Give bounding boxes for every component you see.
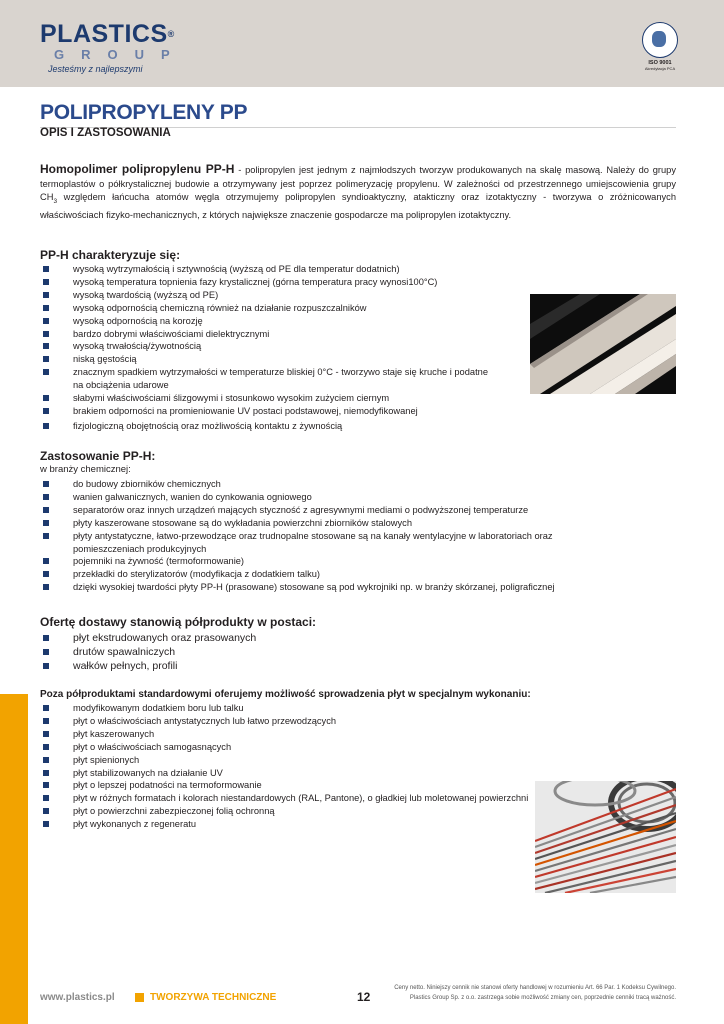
list-item: separatorów oraz innych urządzeń mających styczność z agresywnymi mediami o podwyższonej temperaturze bbox=[40, 504, 620, 517]
intro-text-part1: - polipropylen jest jednym z najmłodszych tworzyw produkowanych na skalę masową. Należy do grupy termoplastów o półkrystalicznej budowie a otrzymywany jest poprzez polimeryzację propylenu. W zależności od przestrzennego umiejscowienia grupy CH bbox=[40, 165, 676, 203]
bullet-icon bbox=[43, 507, 49, 513]
welding-rods-photo bbox=[535, 781, 676, 893]
list-item: znacznym spadkiem wytrzymałości w temperaturze bliskiej 0°C - tworzywo staje się kruche i podatne na obciążenia udarowe bbox=[40, 366, 500, 392]
bullet-icon bbox=[43, 331, 49, 337]
offer-heading: Ofertę dostawy stanowią półprodukty w postaci: bbox=[40, 615, 317, 629]
list-item: wysoką twardością (wyższą od PE) bbox=[40, 289, 500, 302]
page-title: POLIPROPYLENY PP bbox=[40, 101, 248, 124]
page-number: 12 bbox=[357, 990, 371, 1004]
applications-heading: Zastosowanie PP-H: bbox=[40, 449, 156, 463]
bullet-icon bbox=[43, 395, 49, 401]
special-heading: Poza półproduktami standardowymi oferujemy możliwość sprowadzenia płyt w specjalnym wykonaniu: bbox=[40, 689, 531, 700]
applications-list bbox=[40, 478, 620, 594]
sidebar-accent-bar bbox=[0, 694, 28, 1024]
list-item: brakiem odporności na promieniowanie UV postaci podstawowej, niemodyfikowanej bbox=[40, 405, 500, 418]
bullet-icon bbox=[43, 795, 49, 801]
logo-slogan: Jesteśmy z najlepszymi bbox=[48, 64, 143, 74]
bullet-icon bbox=[43, 571, 49, 577]
bullet-icon bbox=[43, 292, 49, 298]
list-item: płyt w różnych formatach i kolorach niestandardowych (RAL, Pantone), o gładkiej lub moletowanej powierzchni bbox=[40, 792, 530, 805]
intro-paragraph bbox=[40, 163, 676, 222]
bullet-icon bbox=[43, 782, 49, 788]
list-item: wysoką temperatura topnienia fazy krystalicznej (górna temperatura pracy wynosi100°C) bbox=[40, 276, 500, 289]
list-item: drutów spawalniczych bbox=[40, 645, 440, 659]
bullet-icon bbox=[43, 369, 49, 375]
special-list bbox=[40, 702, 530, 831]
bullet-icon bbox=[43, 821, 49, 827]
characteristics-list bbox=[40, 263, 500, 433]
iso-label: ISO 9001 bbox=[648, 60, 672, 66]
bullet-icon bbox=[43, 279, 49, 285]
footer-disclaimer-line1: Ceny netto. Niniejszy cennik nie stanowi oferty handlowej w rozumieniu Art. 66 Par. 1 Kodeksu Cywilnego. bbox=[394, 985, 676, 991]
list-item: wanien galwanicznych, wanien do cynkowania ogniowego bbox=[40, 491, 620, 504]
logo-group-text: GROUP bbox=[54, 47, 187, 62]
bullet-icon bbox=[43, 770, 49, 776]
list-item: płyty kaszerowane stosowane są do wykładania powierzchni zbiorników stalowych bbox=[40, 517, 620, 530]
list-item: płyt o lepszej podatności na termoformowanie bbox=[40, 779, 530, 792]
list-item: fizjologiczną obojętnością oraz możliwością kontaktu z żywnością bbox=[40, 420, 500, 433]
bullet-icon bbox=[43, 663, 49, 669]
list-item: wałków pełnych, profili bbox=[40, 659, 440, 673]
bullet-icon bbox=[43, 705, 49, 711]
list-item: wysoką trwałością/żywotnością bbox=[40, 340, 500, 353]
rods-illustration bbox=[535, 781, 676, 893]
applications-intro: w branży chemicznej: bbox=[40, 464, 131, 475]
bullet-icon bbox=[43, 649, 49, 655]
list-item: płyt o właściwościach samogasnących bbox=[40, 741, 530, 754]
bullet-icon bbox=[43, 408, 49, 414]
bullet-icon bbox=[43, 423, 49, 429]
pp-plates-photo bbox=[530, 294, 676, 394]
bullet-icon bbox=[43, 266, 49, 272]
list-item: dzięki wysokiej twardości płyty PP-H (prasowane) stosowane są pod wykrojniki np. w branży skórzanej, poligraficznej bbox=[40, 581, 620, 594]
footer-url[interactable]: www.plastics.pl bbox=[40, 992, 115, 1003]
bullet-icon bbox=[43, 757, 49, 763]
intro-subscript: 3 bbox=[53, 198, 58, 206]
list-item: wysoką wytrzymałością i sztywnością (wyższą od PE dla temperatur dodatnich) bbox=[40, 263, 500, 276]
list-item: płyt stabilizowanych na działanie UV bbox=[40, 767, 530, 780]
bullet-icon bbox=[43, 584, 49, 590]
list-item: płyt spienionych bbox=[40, 754, 530, 767]
bullet-icon bbox=[43, 635, 49, 641]
list-item: płyt o powierzchni zabezpieczonej folią ochronną bbox=[40, 805, 530, 818]
list-item: wysoką odpornością na korozję bbox=[40, 315, 500, 328]
list-item: płyty antystatyczne, łatwo-przewodzące oraz trudnopalne stosowane są na kanały wentylacyjne w laboratoriach oraz pomieszczeniach produkcyjnych bbox=[40, 530, 620, 556]
characteristics-heading: PP-H charakteryzuje się: bbox=[40, 248, 181, 262]
bullet-icon bbox=[43, 533, 49, 539]
list-item: słabymi właściwościami ślizgowymi i stosunkowo wysokim zużyciem ciernym bbox=[40, 392, 500, 405]
iso-accreditation: Akredytacja PCA bbox=[644, 66, 676, 71]
list-item: przekładki do sterylizatorów (modyfikacja z dodatkiem talku) bbox=[40, 568, 620, 581]
bullet-icon bbox=[43, 808, 49, 814]
footer-disclaimer bbox=[380, 984, 676, 1003]
bullet-icon bbox=[43, 718, 49, 724]
list-item: pojemniki na żywność (termoformowanie) bbox=[40, 555, 620, 568]
bullet-icon bbox=[43, 343, 49, 349]
list-item: bardzo dobrymi właściwościami dielektrycznymi bbox=[40, 328, 500, 341]
plates-illustration bbox=[530, 294, 676, 394]
bullet-icon bbox=[43, 318, 49, 324]
bullet-icon bbox=[43, 305, 49, 311]
bullet-icon bbox=[43, 494, 49, 500]
registered-mark-icon: ® bbox=[167, 29, 175, 39]
bullet-icon bbox=[43, 356, 49, 362]
logo-text: PLASTICS bbox=[40, 20, 168, 48]
list-item: płyt ekstrudowanych oraz prasowanych bbox=[40, 631, 440, 645]
page-subtitle: OPIS I ZASTOSOWANIA bbox=[40, 127, 171, 139]
intro-lead: Homopolimer polipropylenu PP-H bbox=[40, 162, 235, 176]
list-item: płyt kaszerowanych bbox=[40, 728, 530, 741]
footer-square-icon bbox=[135, 993, 144, 1002]
iso-seal-icon bbox=[642, 22, 678, 58]
list-item: wysoką odpornością chemiczną również na działanie rozpuszczalników bbox=[40, 302, 500, 315]
bullet-icon bbox=[43, 520, 49, 526]
bullet-icon bbox=[43, 731, 49, 737]
intro-text-part2: względem łańcucha atomów węgla otrzymujemy polipropylen syndioaktyczny, atakticzny oraz izotaktyczny - tworzywa o zróżnicowanych właściwościach fizyko-mechanicznych, z których największe znaczenie gospodarcze ma polipropylen izotaktyczny. bbox=[40, 192, 676, 220]
plastics-group-logo bbox=[40, 22, 187, 74]
bullet-icon bbox=[43, 744, 49, 750]
page-header bbox=[0, 0, 724, 87]
footer-disclaimer-line2: Plastics Group Sp. z o.o. zastrzega sobie możliwość zmiany cen, poprzednie cenniki tracą ważność. bbox=[409, 994, 676, 1001]
list-item: do budowy zbiorników chemicznych bbox=[40, 478, 620, 491]
list-item: modyfikowanym dodatkiem boru lub talku bbox=[40, 702, 530, 715]
list-item: płyt o właściwościach antystatycznych lub łatwo przewodzących bbox=[40, 715, 530, 728]
offer-list bbox=[40, 631, 440, 673]
list-item: płyt wykonanych z regeneratu bbox=[40, 818, 530, 831]
footer-section: TWORZYWA TECHNICZNE bbox=[150, 992, 277, 1003]
iso-certificate-badge bbox=[641, 22, 679, 71]
list-item: niską gęstością bbox=[40, 353, 500, 366]
bullet-icon bbox=[43, 558, 49, 564]
bullet-icon bbox=[43, 481, 49, 487]
